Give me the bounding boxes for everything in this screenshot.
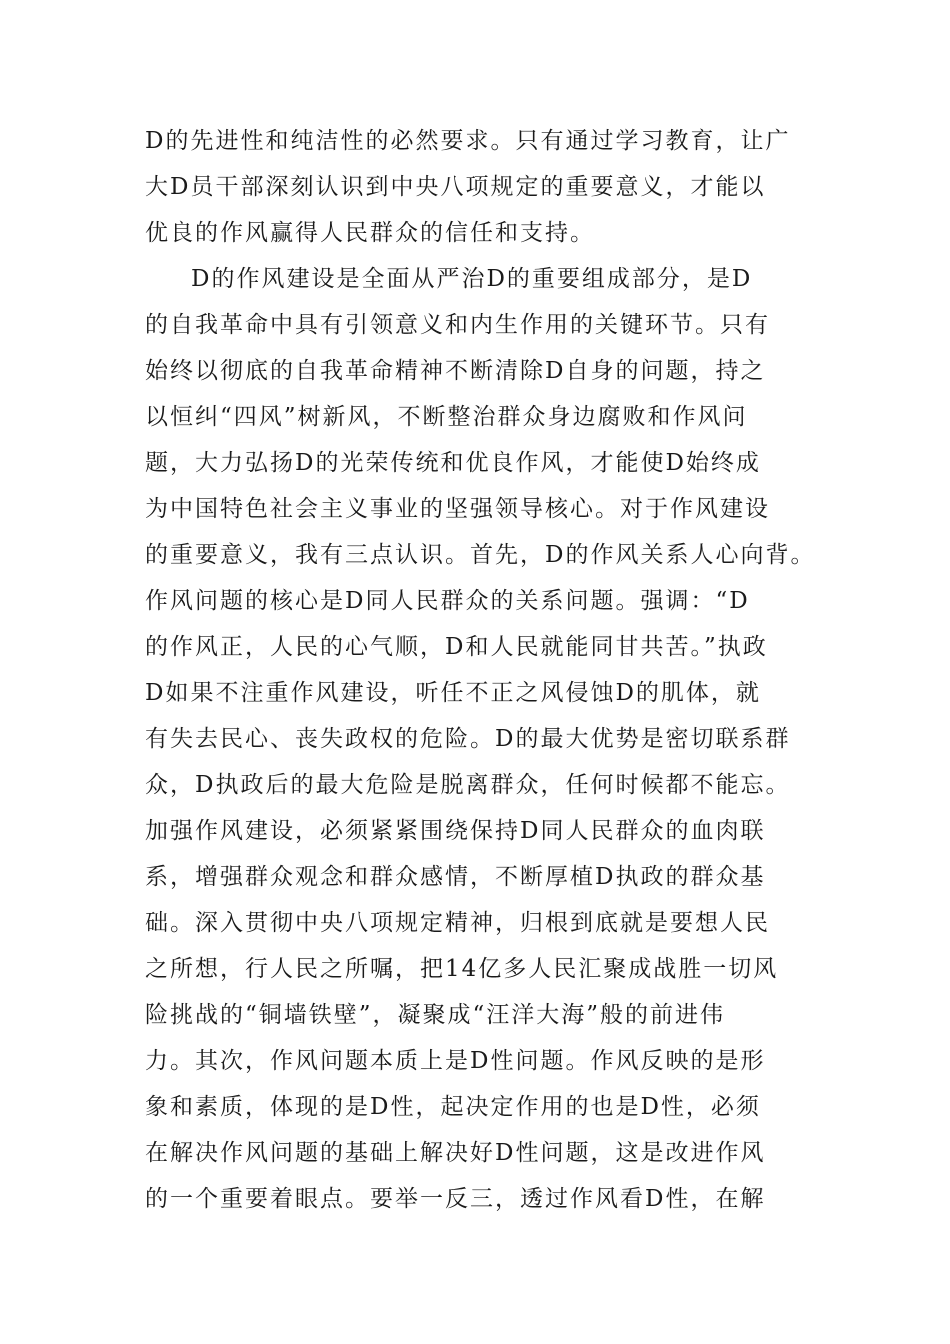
text-line: 为中国特色社会主义事业的坚强领导核心。对于作风建设 [145,496,770,522]
text-line: 之所想，行人民之所嘱，把14亿多人民汇聚成战胜一切风 [145,956,779,982]
text-line: 的作风正，人民的心气顺，D和人民就能同甘共苦。”执政 [145,634,768,660]
text-line: 力。其次，作风问题本质上是D性问题。作风反映的是形 [145,1048,766,1074]
text-line: 大D员干部深刻认识到中央八项规定的重要意义，才能以 [145,174,766,200]
text-line: 础。深入贯彻中央八项规定精神，归根到底就是要想人民 [145,910,770,936]
text-line: 险挑战的“铜墙铁壁”，凝聚成“汪洋大海”般的前进伟 [145,1002,726,1028]
text-line: 作风问题的核心是D同人民群众的关系问题。强调：“D [145,588,750,614]
paragraph-first-line: D的作风建设是全面从严治D的重要组成部分，是D [191,266,753,292]
text-line: 加强作风建设，必须紧紧围绕保持D同人民群众的血肉联 [145,818,766,844]
text-line: D的先进性和纯洁性的必然要求。只有通过学习教育，让广 [145,128,791,154]
text-line: 始终以彻底的自我革命精神不断清除D自身的问题，持之 [145,358,766,384]
text-line: 象和素质，体现的是D性，起决定作用的也是D性，必须 [145,1094,761,1120]
text-line: 系，增强群众观念和群众感情，不断厚植D执政的群众基 [145,864,766,890]
body-text [145,118,816,1222]
text-line: 的重要意义，我有三点认识。首先，D的作风关系人心向背。 [145,542,816,568]
text-line: 的自我革命中具有引领意义和内生作用的关键环节。只有 [145,312,770,338]
text-line: 优良的作风赢得人民群众的信任和支持。 [145,220,595,246]
text-line: D如果不注重作风建设，听任不正之风侵蚀D的肌体，就 [145,680,761,706]
text-line: 题，大力弘扬D的光荣传统和优良作风，才能使D始终成 [145,450,761,476]
text-line: 以恒纠“四风”树新风，不断整治群众身边腐败和作风问 [145,404,748,430]
text-line: 在解决作风问题的基础上解决好D性问题，这是改进作风 [145,1140,766,1166]
text-line: 有失去民心、丧失政权的危险。D的最大优势是密切联系群 [145,726,791,752]
text-line: 众，D执政后的最大危险是脱离群众，任何时候都不能忘。 [145,772,791,798]
text-line: 的一个重要着眼点。要举一反三，透过作风看D性，在解 [145,1186,766,1212]
